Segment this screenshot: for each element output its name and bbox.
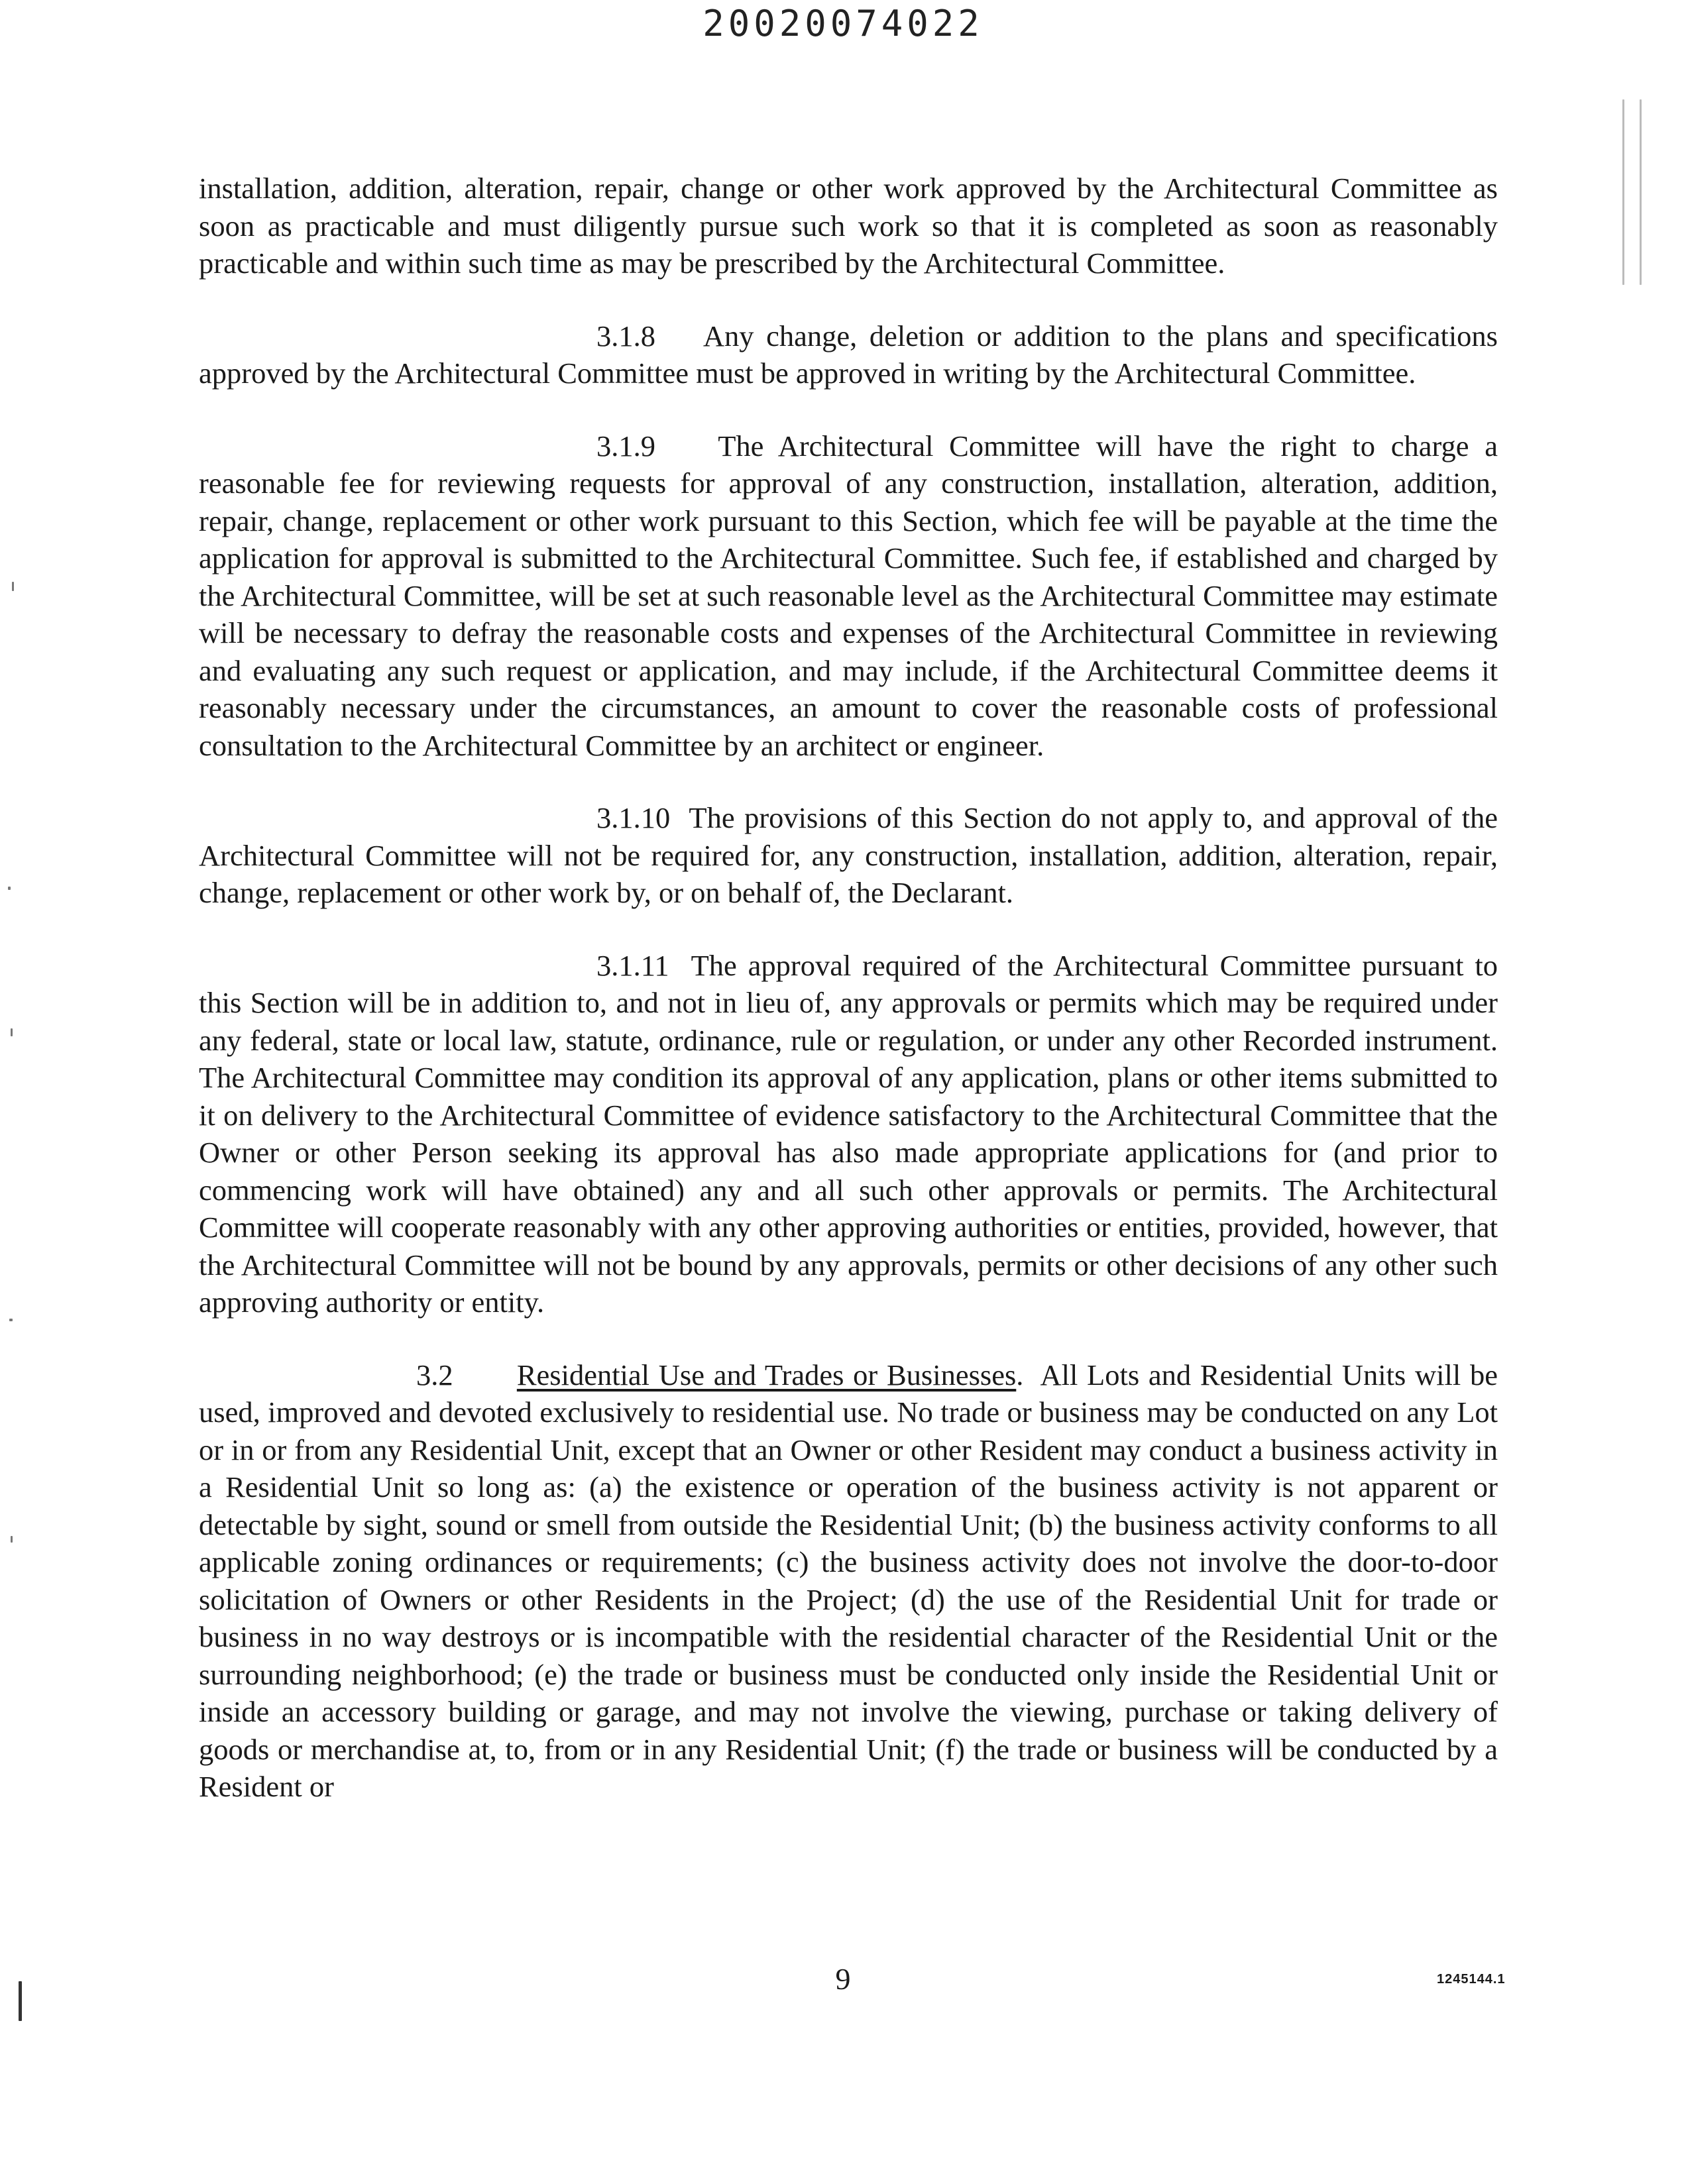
- section-heading: Residential Use and Trades or Businesses: [516, 1358, 1017, 1392]
- heading-punctuation: .: [1016, 1358, 1024, 1392]
- recording-number: 20020074022: [702, 3, 984, 44]
- scan-mark: [19, 1981, 22, 2021]
- scan-mark: [8, 887, 11, 890]
- scan-mark: [1640, 99, 1642, 285]
- section-number: 3.2: [416, 1358, 453, 1392]
- section-number: 3.1.10: [596, 801, 671, 834]
- scan-mark: [12, 582, 14, 591]
- paragraph-continuation: [199, 170, 1498, 282]
- paragraph-text: All Lots and Residential Units will be used, improved and devoted exclusively to residential use. No trade or business may be conducted on any Lot or in or from any Residential Unit, except that an Owner or other Resident may conduct a business activity in a Residential Unit so long as: (a) the existence or operation of the business activity is not apparent or detectable by sight, sound or smell from outside the Residential Unit; (b) the business activity conforms to all applicable zoning ordinances or requirements; (c) the business activity does not involve the door-to-door solicitation of Owners or other Residents in the Project; (d) the use of the Residential Unit for trade or business in no way destroys or is incompatible with the residential character of the Residential Unit or the surrounding neighborhood; (e) the trade or business must be conducted only inside the Residential Unit or inside an accessory building or garage, and may not involve the viewing, purchase or taking delivery of goods or merchandise at, to, from or in any Residential Unit; (f) the trade or business will be conducted by a Resident or: [199, 1358, 1498, 1803]
- section-number: 3.1.9: [596, 429, 655, 463]
- paragraph-3-1-10: [199, 799, 1498, 912]
- paragraph-text: Any change, deletion or addition to the plans and specifications approved by the Architectural Committee must be approved in writing by the Architectural Committee.: [199, 319, 1498, 390]
- page-number: 9: [835, 1962, 851, 1996]
- document-body: [199, 170, 1498, 1841]
- section-number: 3.1.11: [596, 948, 669, 982]
- scan-mark: [11, 1028, 13, 1036]
- section-number: 3.1.8: [596, 319, 655, 353]
- paragraph-text: The provisions of this Section do not apply to, and approval of the Architectural Committee will not be required for, any construction, installation, addition, alteration, repair, change, replacement or other work by, or on behalf of, the Declarant.: [199, 801, 1498, 909]
- paragraph-3-1-8: [199, 317, 1498, 392]
- paragraph-3-2: [199, 1356, 1498, 1806]
- scan-mark: [11, 1536, 13, 1543]
- scan-mark: [1622, 99, 1624, 285]
- paragraph-3-1-11: [199, 947, 1498, 1321]
- scan-mark: [9, 1319, 13, 1321]
- paragraph-text: The approval required of the Architectural Committee pursuant to this Section will be in addition to, and not in lieu of, any approvals or permits which may be required under any federal, state or local law, statute, ordinance, rule or regulation, or under any other Recorded instrument. The Architectural Committee may condition its approval of any application, plans or other items submitted to it on delivery to the Architectural Committee of evidence satisfactory to the Architectural Committee that the Owner or other Person seeking its approval has also made appropriate applications for (and prior to commencing work will have obtained) any and all such other approvals or permits. The Architectural Committee will cooperate reasonably with any other approving authorities or entities, provided, however, that the Architectural Committee will not be bound by any approvals, permits or other decisions of any other such approving authority or entity.: [199, 948, 1498, 1319]
- document-id: 1245144.1: [1437, 1972, 1506, 1987]
- paragraph-text: installation, addition, alteration, repair, change or other work approved by the Architectural Committee as soon as practicable and must diligently pursue such work so that it is completed as soon as reasonably practicable and within such time as may be prescribed by the Architectural Committee.: [199, 172, 1498, 280]
- paragraph-3-1-9: [199, 427, 1498, 765]
- paragraph-text: The Architectural Committee will have the right to charge a reasonable fee for reviewing requests for approval of any construction, installation, alteration, addition, repair, change, replacement or other work pursuant to this Section, which fee will be payable at the time the application for approval is submitted to the Architectural Committee. Such fee, if established and charged by the Architectural Committee, will be set at such reasonable level as the Architectural Committee may estimate will be necessary to defray the reasonable costs and expenses of the Architectural Committee in reviewing and evaluating any such request or application, and may include, if the Architectural Committee deems it reasonably necessary under the circumstances, an amount to cover the reasonable costs of professional consultation to the Architectural Committee by an architect or engineer.: [199, 429, 1498, 762]
